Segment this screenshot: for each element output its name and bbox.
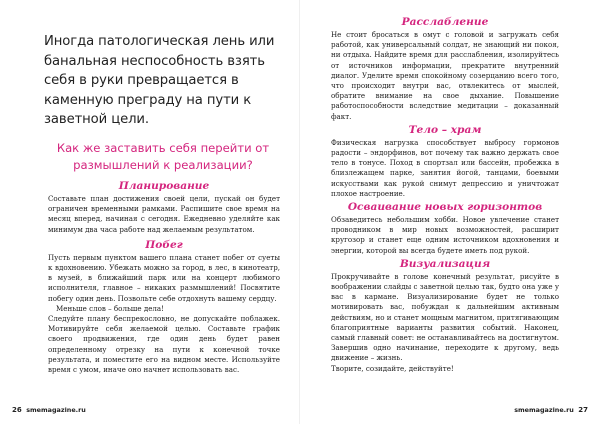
site-name-right: smemagazine.ru	[514, 406, 574, 414]
right-page	[300, 0, 600, 424]
left-footer	[12, 406, 86, 414]
heading-relaxation: Расслабление	[401, 16, 489, 28]
paragraph-relaxation: Не стоит бросаться в омут с головой и загружать себя работой, как универсальный солдат, не знающий ни покоя, ни отдыха. Найдите время для расслабления, изолируйтесь от источников информации, прекратите внутренний диалог. Уделите время спокойному созерцанию всего того, что происходит внутри вас, отвлекитесь от мыслей, обратите внимание на свое дыхание. Повышение работоспособности вследствие медитации – доказанный факт.	[331, 30, 559, 121]
paragraph-escape: Пусть первым пунктом вашего плана станет побег от суеты к вдохновению. Убежать можно за город, в лес, в кинотеатр, в музей, в ближайший парк или на концерт любимого исполнителя, главное – никаких размышлений! Посвятите побегу один день. Позвольте себе отдохнуть вашему сердцу.	[48, 252, 280, 303]
paragraph-closing: Творите, созидайте, действуйте!	[331, 363, 454, 373]
heading-new-horizons: Осваивание новых горизонтов	[347, 201, 543, 214]
heading-body-temple: Тело – храм	[408, 123, 482, 136]
heading-planning: Планирование	[118, 180, 210, 192]
paragraph-body-temple: Физическая нагрузка способствует выбросу гормонов радости – эндорфинов, вот почему так важно держать свое тело в тонусе. Поход в спортзал или бассейн, пробежка в близлежащем парке, занятия йогой, танцами, боевыми искусствами как рукой снимут депрессию и уничтожат плохое настроение.	[331, 137, 559, 198]
site-name-left: smemagazine.ru	[26, 406, 86, 414]
left-column	[48, 180, 280, 375]
page-number-right: 27	[578, 406, 588, 414]
paragraph-less-words: Меньше слов – больше дела!	[56, 303, 165, 313]
paragraph-planning: Составьте план достижения своей цели, пускай он будет ограничен временными рамками. Распишите свое время на месяц вперед, начиная с сегодня. Ежедневно уделяйте как минимум два часа работе над желаемым результатом.	[48, 194, 280, 234]
pull-question: Как же заставить себя перейти от размышлений к реализации?	[56, 141, 270, 172]
right-footer	[514, 406, 588, 414]
paragraph-new-horizons: Обзаведитесь небольшим хобби. Новое увлечение станет проводником в мир новых возможностей, расширит кругозор и станет еще одним источником вдохновения и энергии, которой вы всегда будете иметь под рукой.	[331, 215, 559, 255]
paragraph-follow-plan: Следуйте плану беспрекословно, не допускайте поблажек. Мотивируйте себя желаемой целью. Составьте график своего продвижения, где один день будет равен определенному отрезку на пути к конечной точке результата, и поместите его на видном месте. Используйте время с умом, иначе оно начнет использовать вас.	[48, 314, 280, 375]
right-column	[331, 14, 559, 374]
page-number-left: 26	[12, 406, 22, 414]
intro-text: Иногда патологическая лень или банальная неспособность взять себя в руки превращается в каменную преграду на пути к заветной цели.	[44, 34, 275, 127]
heading-escape: Побег	[145, 238, 183, 251]
heading-visualization: Визуализация	[399, 257, 491, 270]
paragraph-visualization: Прокручивайте в голове конечный результат, рисуйте в воображении слайды с заветной целью так, будто она уже у вас в кармане. Визуализирование будет не только мотивировать вас, побуждая к дальнейшим активным действиям, но и станет мощным магнитом, притягивающим благоприятные варианты развития событий. Наконец, самый главный совет: не останавливайтесь на достигнутом. Завершив одно начинание, переходите к другому, ведь движение – жизнь.	[331, 271, 559, 363]
